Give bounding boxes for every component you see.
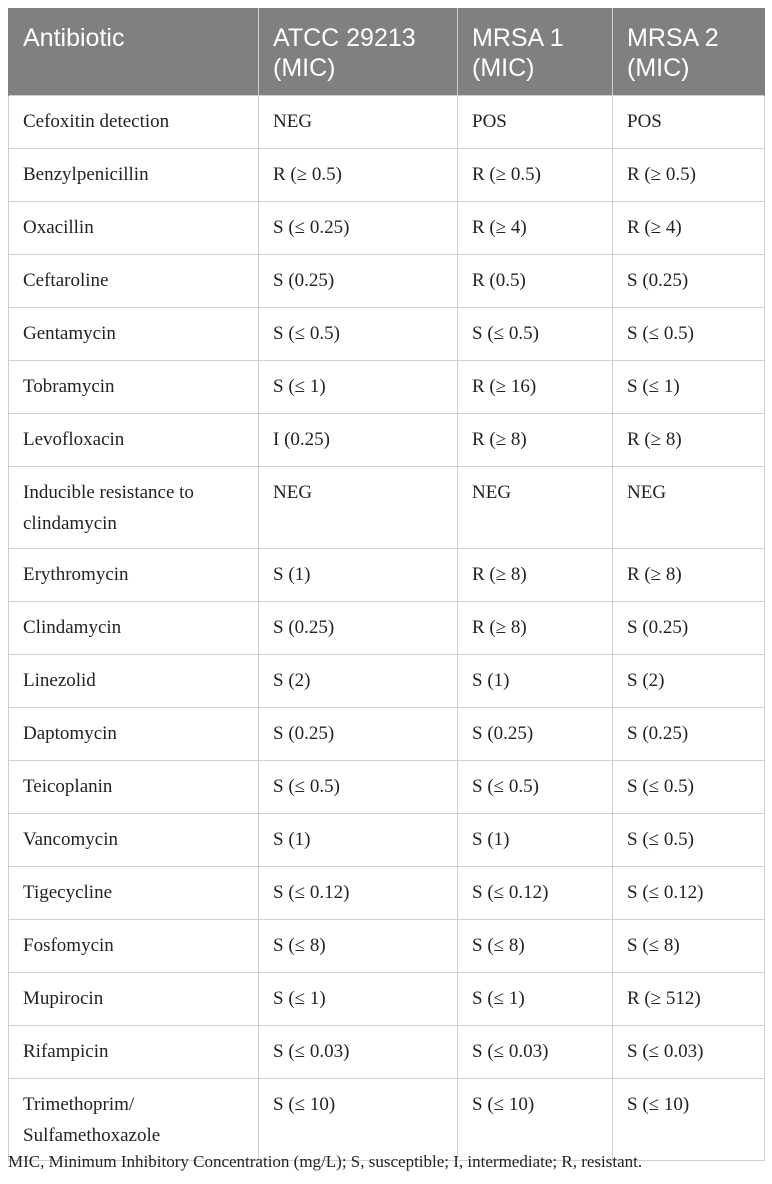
header-antibiotic: Antibiotic xyxy=(9,8,259,96)
table-row xyxy=(9,973,765,1026)
mrsa1-cell: S (0.25) xyxy=(458,708,613,761)
mrsa2-cell: POS xyxy=(613,96,765,149)
mrsa2-cell: S (2) xyxy=(613,655,765,708)
antibiotic-cell: Fosfomycin xyxy=(9,920,259,973)
antibiotic-cell: Rifampicin xyxy=(9,1026,259,1079)
mrsa2-cell: S (≤ 0.5) xyxy=(613,814,765,867)
table-row xyxy=(9,96,765,149)
mrsa1-cell: S (≤ 0.5) xyxy=(458,761,613,814)
table-header xyxy=(9,8,765,96)
mrsa1-cell: S (≤ 0.03) xyxy=(458,1026,613,1079)
mrsa2-cell: R (≥ 0.5) xyxy=(613,149,765,202)
table-row xyxy=(9,708,765,761)
mrsa2-cell: S (≤ 0.5) xyxy=(613,761,765,814)
atcc-cell: R (≥ 0.5) xyxy=(259,149,458,202)
mrsa1-cell: NEG xyxy=(458,467,613,549)
table-row xyxy=(9,867,765,920)
antibiotic-cell: Linezolid xyxy=(9,655,259,708)
mrsa1-cell: R (≥ 8) xyxy=(458,602,613,655)
mrsa1-cell: S (≤ 10) xyxy=(458,1079,613,1161)
atcc-cell: S (0.25) xyxy=(259,708,458,761)
antibiotic-cell: Levofloxacin xyxy=(9,414,259,467)
atcc-cell: S (≤ 1) xyxy=(259,973,458,1026)
atcc-cell: S (0.25) xyxy=(259,255,458,308)
table-row xyxy=(9,655,765,708)
table-row xyxy=(9,202,765,255)
table-row xyxy=(9,149,765,202)
antibiotic-cell: Mupirocin xyxy=(9,973,259,1026)
atcc-cell: S (≤ 8) xyxy=(259,920,458,973)
table-row xyxy=(9,414,765,467)
table-row xyxy=(9,602,765,655)
antibiotic-cell: Ceftaroline xyxy=(9,255,259,308)
atcc-cell: S (1) xyxy=(259,814,458,867)
atcc-cell: I (0.25) xyxy=(259,414,458,467)
mrsa1-cell: S (1) xyxy=(458,814,613,867)
mrsa1-cell: S (≤ 0.12) xyxy=(458,867,613,920)
table-body xyxy=(9,96,765,1161)
table-row xyxy=(9,361,765,414)
mrsa2-cell: S (0.25) xyxy=(613,708,765,761)
mrsa1-cell: S (1) xyxy=(458,655,613,708)
mrsa1-cell: R (≥ 4) xyxy=(458,202,613,255)
mrsa1-cell: R (0.5) xyxy=(458,255,613,308)
mrsa1-cell: POS xyxy=(458,96,613,149)
antibiotic-cell: Teicoplanin xyxy=(9,761,259,814)
table-row xyxy=(9,814,765,867)
mrsa2-cell: R (≥ 512) xyxy=(613,973,765,1026)
antibiotic-cell: Gentamycin xyxy=(9,308,259,361)
antibiotic-cell: Tigecycline xyxy=(9,867,259,920)
mrsa1-cell: S (≤ 0.5) xyxy=(458,308,613,361)
atcc-cell: NEG xyxy=(259,96,458,149)
table-row xyxy=(9,1079,765,1161)
mrsa2-cell: S (≤ 0.5) xyxy=(613,308,765,361)
atcc-cell: S (≤ 0.12) xyxy=(259,867,458,920)
mrsa2-cell: S (0.25) xyxy=(613,255,765,308)
antibiotic-cell: Cefoxitin detection xyxy=(9,96,259,149)
atcc-cell: S (≤ 0.5) xyxy=(259,761,458,814)
atcc-cell: S (≤ 10) xyxy=(259,1079,458,1161)
mrsa2-cell: S (≤ 0.12) xyxy=(613,867,765,920)
table-row xyxy=(9,308,765,361)
header-row xyxy=(9,8,765,96)
mrsa2-cell: S (≤ 10) xyxy=(613,1079,765,1161)
mrsa2-cell: S (≤ 1) xyxy=(613,361,765,414)
table-row xyxy=(9,920,765,973)
antibiotic-cell: Vancomycin xyxy=(9,814,259,867)
table-row xyxy=(9,255,765,308)
header-mrsa-1: MRSA 1 (MIC) xyxy=(458,8,613,96)
mrsa1-cell: S (≤ 1) xyxy=(458,973,613,1026)
antibiotic-cell: Clindamycin xyxy=(9,602,259,655)
mrsa1-cell: S (≤ 8) xyxy=(458,920,613,973)
atcc-cell: S (≤ 1) xyxy=(259,361,458,414)
susceptibility-table xyxy=(8,8,765,1161)
table-row xyxy=(9,761,765,814)
atcc-cell: S (≤ 0.5) xyxy=(259,308,458,361)
mrsa1-cell: R (≥ 8) xyxy=(458,549,613,602)
table-row xyxy=(9,467,765,549)
table-row xyxy=(9,1026,765,1079)
atcc-cell: S (0.25) xyxy=(259,602,458,655)
antibiotic-cell: Daptomycin xyxy=(9,708,259,761)
mrsa1-cell: R (≥ 0.5) xyxy=(458,149,613,202)
mrsa1-cell: R (≥ 16) xyxy=(458,361,613,414)
antibiotic-cell: Trimethoprim/ Sulfamethoxazole xyxy=(9,1079,259,1161)
mrsa2-cell: R (≥ 8) xyxy=(613,549,765,602)
antibiotic-cell: Oxacillin xyxy=(9,202,259,255)
mrsa2-cell: R (≥ 8) xyxy=(613,414,765,467)
table-footnote: MIC, Minimum Inhibitory Concentration (mg/L); S, susceptible; I, intermediate; R, resistant. xyxy=(8,1152,643,1171)
header-mrsa-2: MRSA 2 (MIC) xyxy=(613,8,765,96)
atcc-cell: S (≤ 0.03) xyxy=(259,1026,458,1079)
atcc-cell: S (1) xyxy=(259,549,458,602)
antibiotic-cell: Inducible resistance to clindamycin xyxy=(9,467,259,549)
antibiotic-cell: Tobramycin xyxy=(9,361,259,414)
mrsa2-cell: S (≤ 0.03) xyxy=(613,1026,765,1079)
antibiotic-cell: Erythromycin xyxy=(9,549,259,602)
header-atcc-29213: ATCC 29213 (MIC) xyxy=(259,8,458,96)
mrsa1-cell: R (≥ 8) xyxy=(458,414,613,467)
mrsa2-cell: NEG xyxy=(613,467,765,549)
mrsa2-cell: R (≥ 4) xyxy=(613,202,765,255)
atcc-cell: S (≤ 0.25) xyxy=(259,202,458,255)
table-row xyxy=(9,549,765,602)
mrsa2-cell: S (0.25) xyxy=(613,602,765,655)
atcc-cell: NEG xyxy=(259,467,458,549)
mrsa2-cell: S (≤ 8) xyxy=(613,920,765,973)
antibiotic-cell: Benzylpenicillin xyxy=(9,149,259,202)
atcc-cell: S (2) xyxy=(259,655,458,708)
